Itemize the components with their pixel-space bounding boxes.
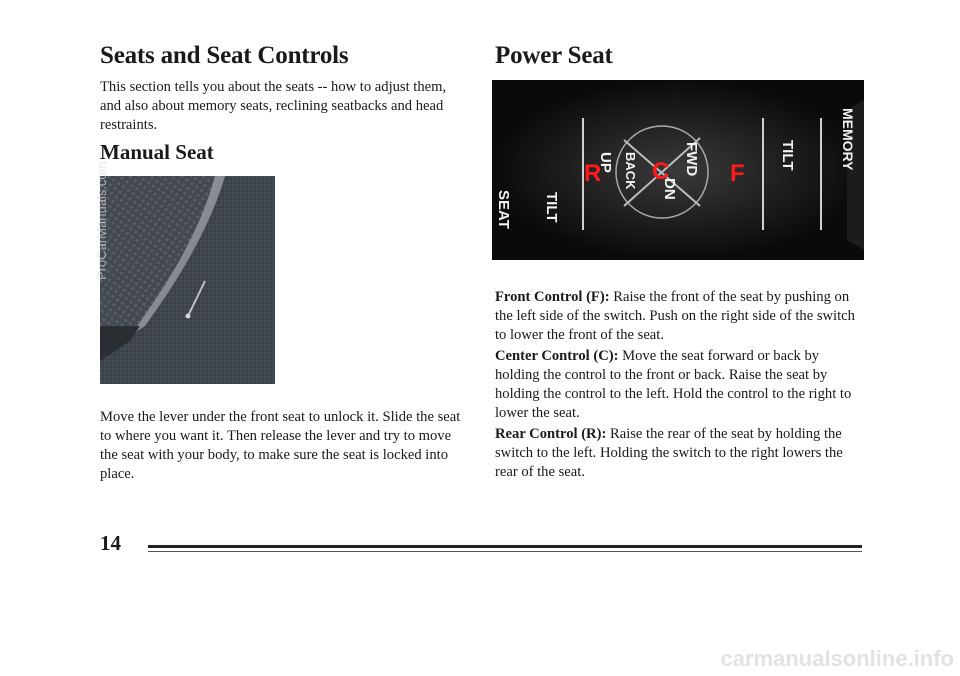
rear-control-paragraph: [495, 425, 865, 482]
page-title: Seats and Seat Controls: [100, 42, 349, 69]
power-seat-heading: Power Seat: [495, 42, 613, 69]
rear-control-label: Rear Control (R):: [495, 426, 607, 442]
rear-control-text: Raise the rear of the seat by holding the switch to the left. Holding the switch to the right lowers the rear of the seat.: [495, 426, 843, 480]
front-control-paragraph: [495, 288, 865, 345]
label-memory: MEMORY: [840, 108, 856, 171]
center-control-paragraph: [495, 347, 865, 423]
center-control-label: Center Control (C):: [495, 348, 619, 364]
power-seat-photo: [492, 80, 864, 260]
label-f: F: [730, 160, 745, 187]
side-watermark: ProCarManuals.com: [94, 161, 109, 280]
label-fwd: FWD: [683, 142, 700, 177]
manual-seat-photo: [100, 176, 275, 384]
center-control-text: Move the seat forward or back by holding the control to the front or back. Raise the seat by holding the control to the left. Hold the control to the right to lower the seat.: [495, 348, 852, 421]
footer-rule-thin: [148, 551, 862, 552]
label-dn: DN: [661, 178, 678, 200]
label-back: BACK: [623, 152, 638, 190]
manual-seat-heading: Manual Seat: [100, 140, 214, 164]
footer-rule: [148, 545, 862, 552]
label-tilt-right: TILT: [779, 140, 796, 171]
footer-rule-thick: [148, 545, 862, 548]
label-c: C: [652, 158, 670, 185]
label-seat: SEAT: [495, 190, 512, 229]
power-seat-switch-illustration: [492, 80, 864, 260]
page-number: 14: [100, 531, 121, 555]
manual-seat-paragraph: Move the lever under the front seat to unlock it. Slide the seat to where you want it. Then release the lever and try to move the seat with your body, to make sure the seat is locked into place.: [100, 409, 461, 482]
front-control-text: Raise the front of the seat by pushing on the left side of the switch. Push on the right side of the switch to lower the front of the seat.: [495, 289, 855, 343]
label-tilt-left: TILT: [543, 192, 560, 223]
front-control-label: Front Control (F):: [495, 289, 610, 305]
intro-paragraph: This section tells you about the seats -- how to adjust them, and also about memory seats, reclining seatbacks and head restraints.: [100, 79, 447, 133]
label-r: R: [584, 160, 602, 187]
manual-seat-illustration: [100, 176, 275, 384]
label-up: UP: [597, 152, 614, 173]
site-watermark: carmanualsonline.info: [720, 646, 954, 671]
